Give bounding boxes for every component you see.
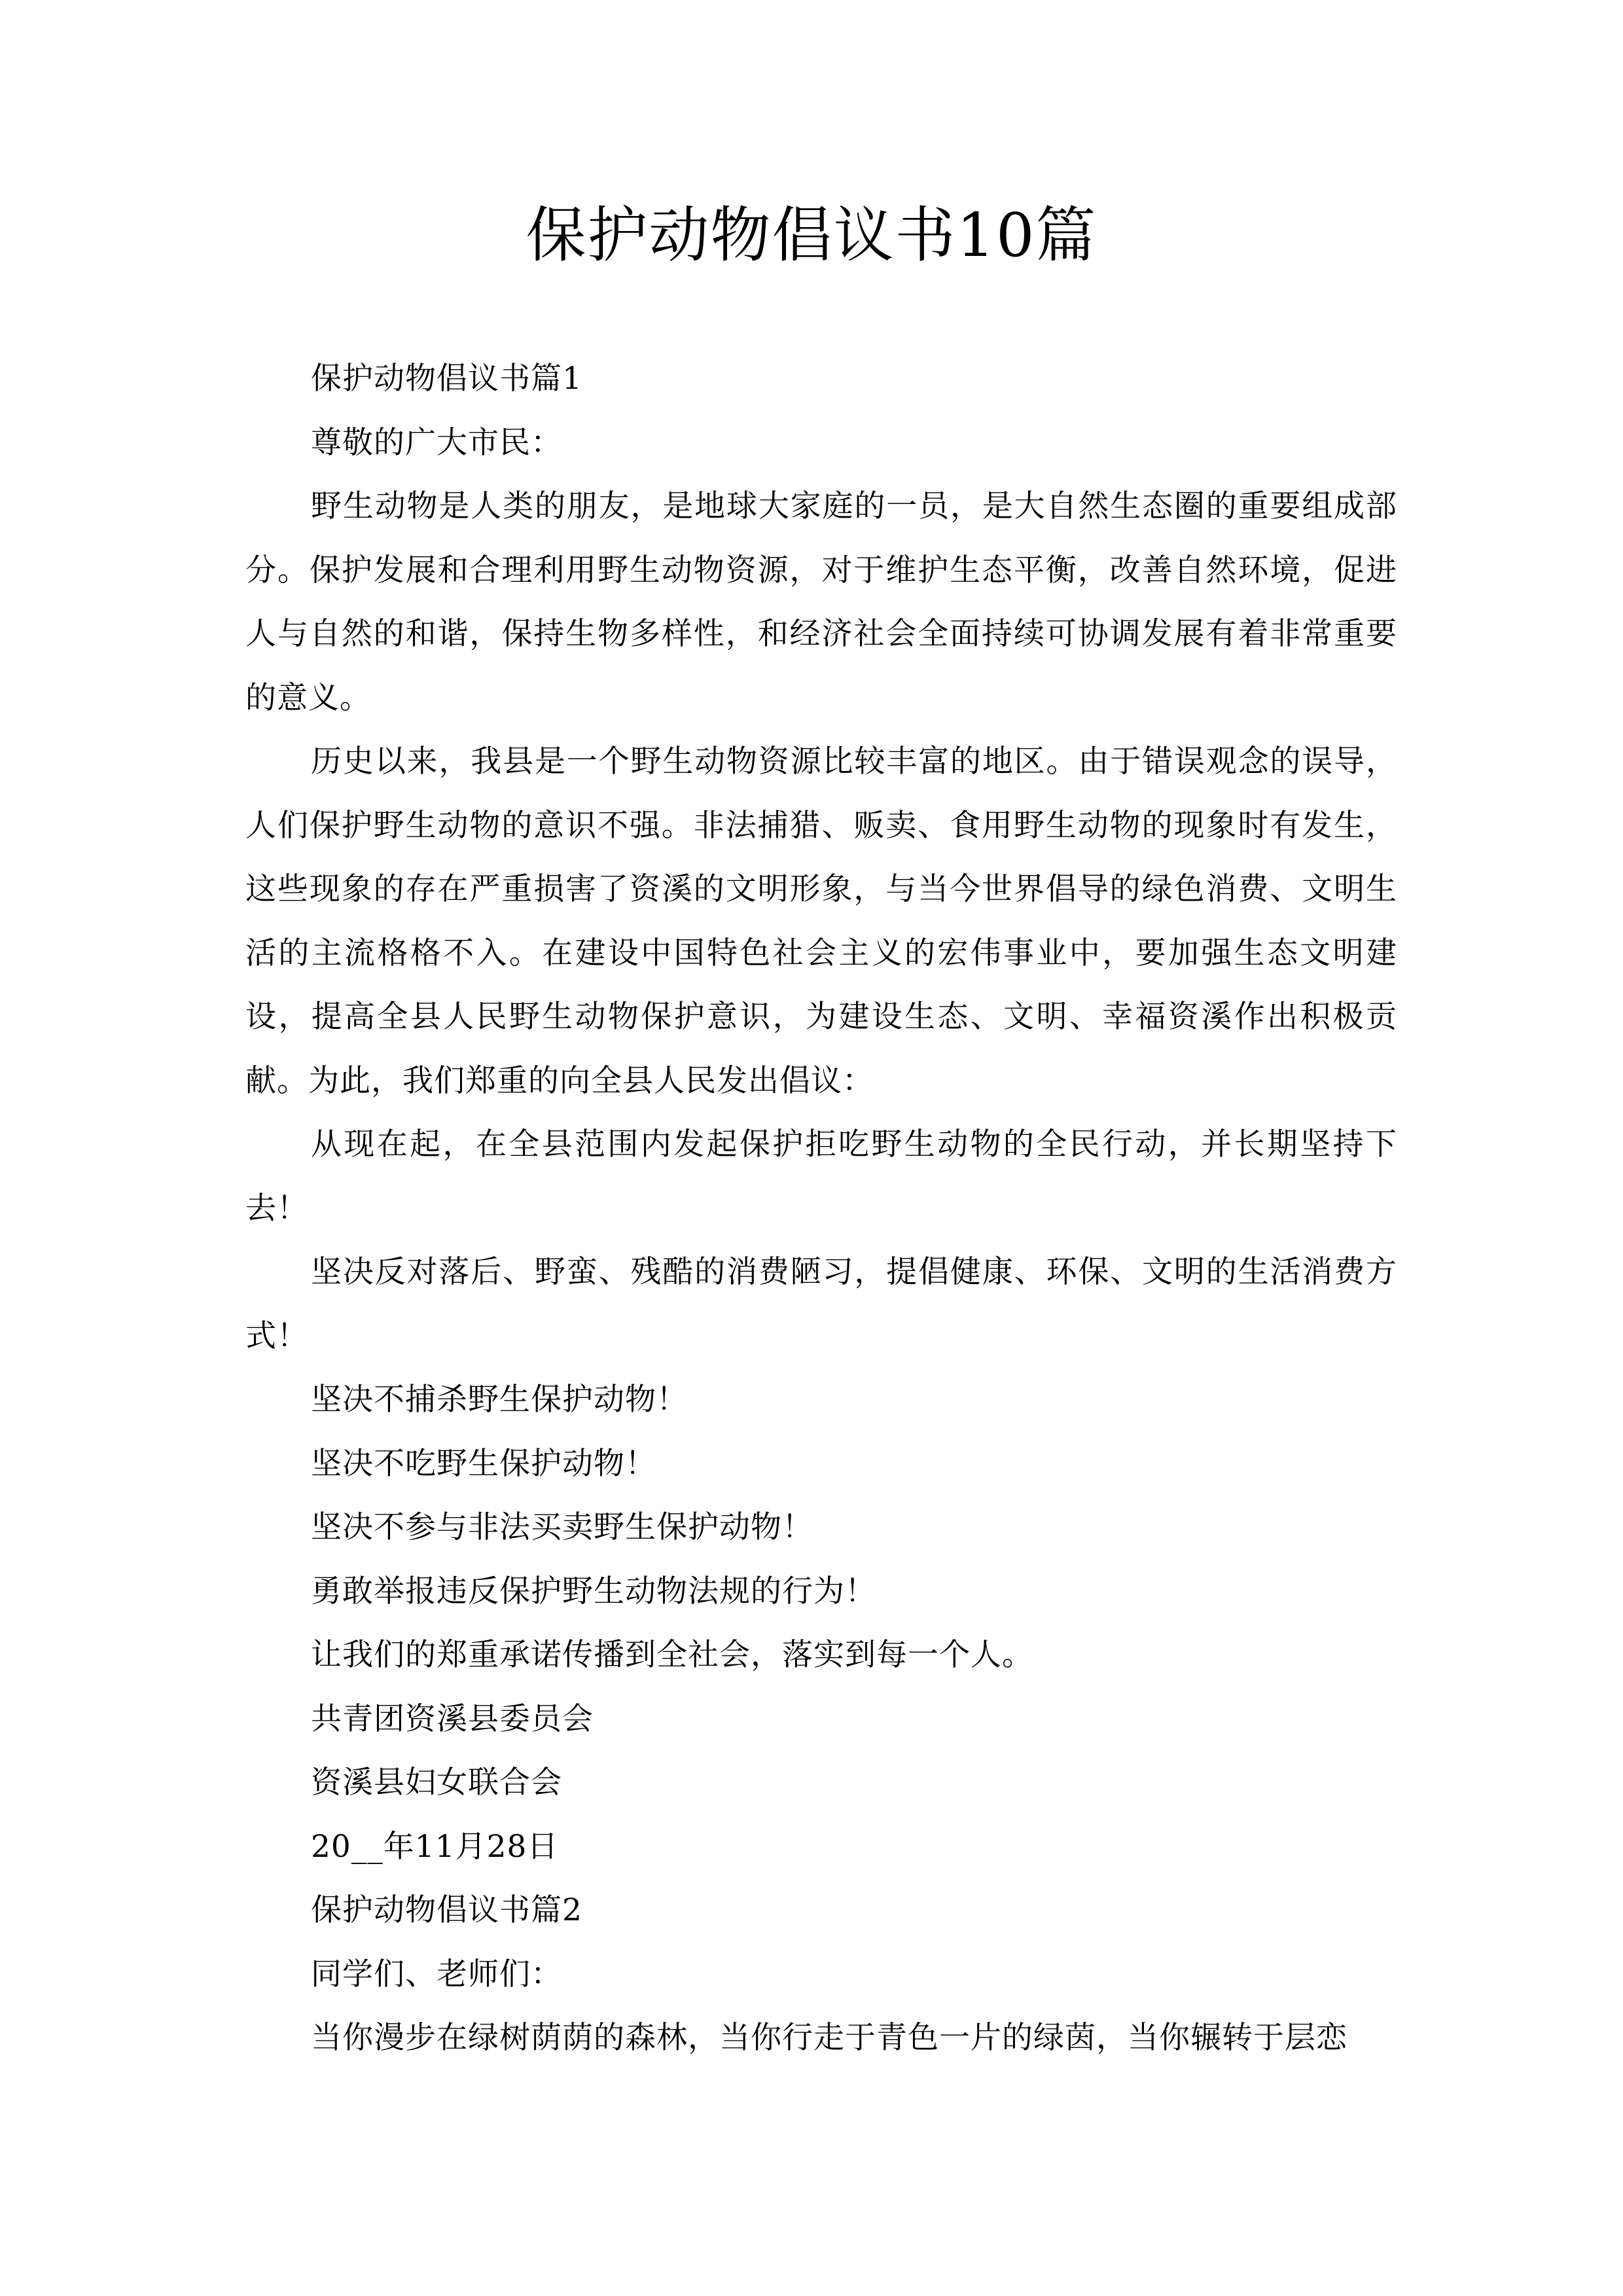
paragraph: 坚决反对落后、野蛮、残酷的消费陋习，提倡健康、环保、文明的生活消费方式！ (245, 1254, 1397, 1354)
paragraph: 历史以来，我县是一个野生动物资源比较丰富的地区。由于错误观念的误导，人们保护野生动物的意识不强。非法捕猎、贩卖、食用野生动物的现象时有发生，这些现象的存在严重损害了资溪的文明形象，与当今世界倡导的绿色消费、文明生活的主流格格不入。在建设中国特色社会主义的宏伟事业中，要加强生态文明建设，提高全县人民野生动物保护意识，为建设生态、文明、幸福资溪作出积极贡献。为此，我们郑重的向全县人民发出倡议： (245, 744, 1397, 1099)
pledge-item: 勇敢举报违反保护野生动物法规的行为！ (311, 1573, 876, 1609)
section-heading-2: 保护动物倡议书篇2 (311, 1892, 582, 1928)
section-heading-1: 保护动物倡议书篇1 (311, 361, 582, 397)
paragraph: 野生动物是人类的朋友，是地球大家庭的一员，是大自然生态圈的重要组成部分。保护发展和合理利用野生动物资源，对于维护生态平衡，改善自然环境，促进人与自然的和谐，保持生物多样性，和经济社会全面持续可协调发展有着非常重要的意义。 (245, 488, 1397, 716)
paragraph: 让我们的郑重承诺传播到全社会，落实到每一个人。 (311, 1637, 1033, 1673)
salutation-2: 同学们、老师们： (311, 1956, 562, 1992)
document-body (245, 347, 1397, 2070)
signature-date: 20__年11月28日 (311, 1828, 559, 1865)
document-title: 保护动物倡议书10篇 (526, 200, 1097, 270)
salutation-1: 尊敬的广大市民： (311, 424, 562, 461)
pledge-item: 坚决不参与非法买卖野生保护动物！ (311, 1509, 813, 1545)
pledge-item: 坚决不吃野生保护动物！ (311, 1445, 656, 1482)
paragraph: 从现在起，在全县范围内发起保护拒吃野生动物的全民行动，并长期坚持下去！ (245, 1126, 1397, 1227)
signature-organization: 资溪县妇女联合会 (311, 1765, 562, 1801)
paragraph: 当你漫步在绿树荫荫的森林，当你行走于青色一片的绿茵，当你辗转于层恋 (311, 2020, 1347, 2056)
pledge-item: 坚决不捕杀野生保护动物！ (311, 1382, 688, 1418)
signature-organization: 共青团资溪县委员会 (311, 1700, 594, 1737)
